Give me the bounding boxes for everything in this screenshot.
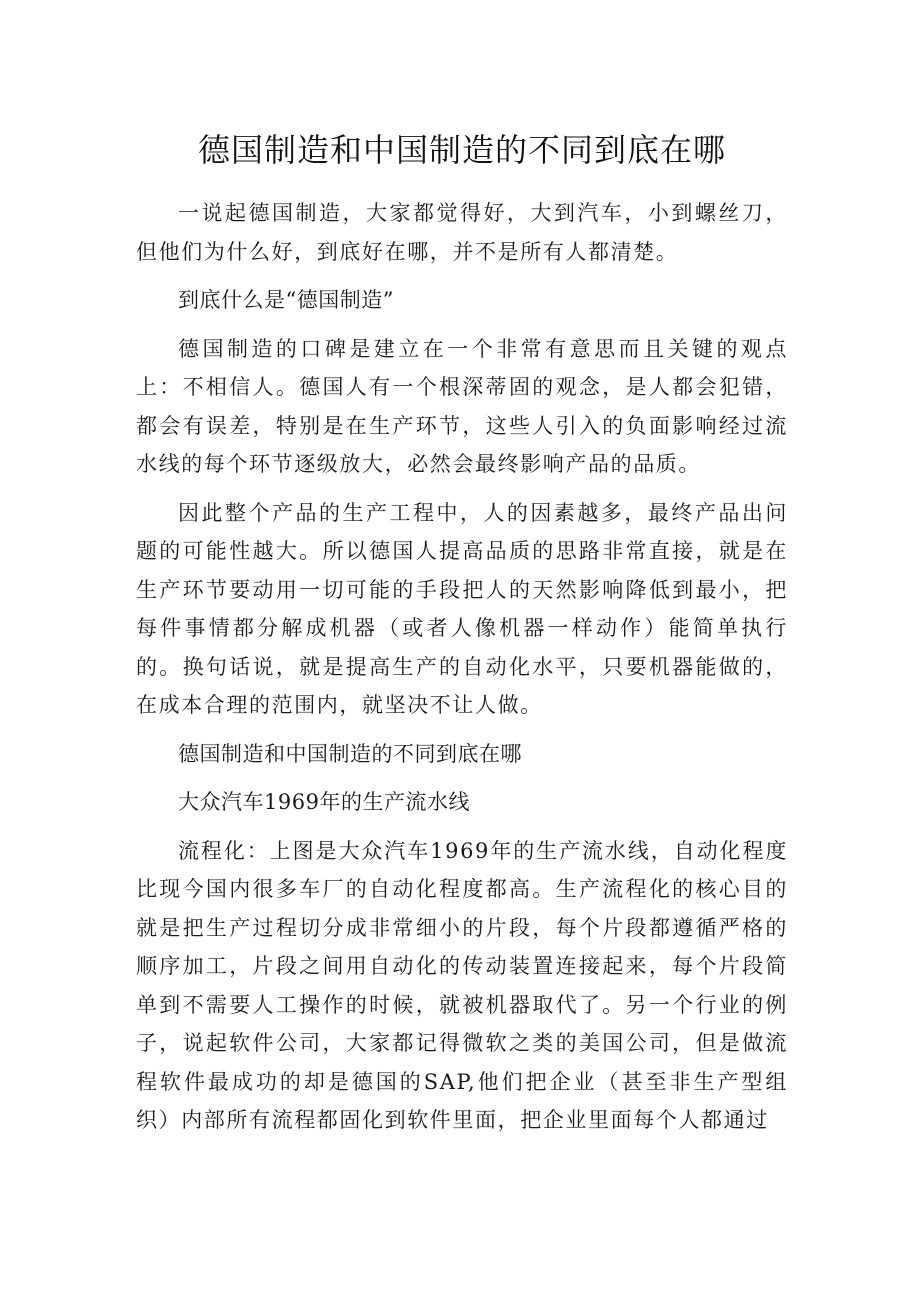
- paragraph-intro: 一说起德国制造，大家都觉得好，大到汽车，小到螺丝刀，但他们为什么好，到底好在哪，并不是所有人都清楚。: [136, 201, 788, 264]
- subheading-title-repeat: 德国制造和中国制造的不同到底在哪: [178, 741, 522, 766]
- paragraph-process: 流程化：上图是大众汽车1969年的生产流水线，自动化程度比现今国内很多车厂的自动化程度都高。生产流程化的核心目的就是把生产过程切分成非常细小的片段，每个片段都遵循严格的顺序加工，片段之间用自动化的传动装置连接起来，每个片段简单到不需要人工操作的时候，就被机器取代了。另一个行业的例子，说起软件公司，大家都记得微软之类的美国公司，但是做流程软件最成功的却是德国的SAP,他们把企业（甚至非生产型组织）内部所有流程都固化到软件里面，把企业里面每个人都通过: [136, 838, 788, 1132]
- document-page: [136, 128, 788, 1140]
- subheading-what-is-made-in-germany: 到底什么是“德国制造”: [178, 288, 394, 312]
- paragraph-reputation: 德国制造的口碑是建立在一个非常有意思而且关键的观点上：不相信人。德国人有一个根深蒂固的观念，是人都会犯错，都会有误差，特别是在生产环节，这些人引入的负面影响经过流水线的每个环节逐级放大，必然会最终影响产品的品质。: [136, 336, 788, 476]
- image-caption-vw-line: 大众汽车1969年的生产流水线: [178, 790, 470, 814]
- paragraph-automation: 因此整个产品的生产工程中，人的因素越多，最终产品出问题的可能性越大。所以德国人提高品质的思路非常直接，就是在生产环节要动用一切可能的手段把人的天然影响降低到最小，把每件事情都分解成机器（或者人像机器一样动作）能简单执行的。换句话说，就是提高生产的自动化水平，只要机器能做的，在成本合理的范围内，就坚决不让人做。: [136, 500, 788, 717]
- document-title: 德国制造和中国制造的不同到底在哪: [197, 131, 726, 169]
